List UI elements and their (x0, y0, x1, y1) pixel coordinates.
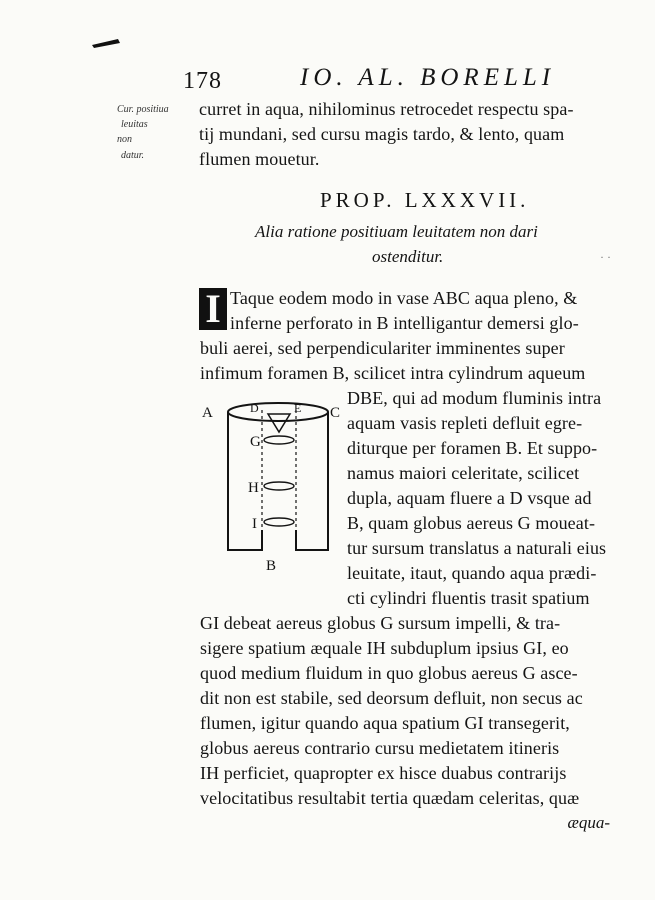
text-line: namus maiori celeritate, scilicet (347, 463, 580, 483)
text-line: dit non est stabile, sed deorsum defluit, non secus ac (200, 688, 583, 708)
margin-speck: · · (600, 250, 611, 264)
text-line: flumen mouetur. (199, 149, 320, 169)
catchword: æqua- (567, 813, 610, 832)
label-i: I (252, 516, 257, 532)
text-line: sigere spatium æquale IH subduplum ipsius GI, eo (200, 638, 569, 658)
text-line: tur sursum translatus a naturali eius (347, 538, 607, 558)
text-line: B, quam globus aereus G moueat- (347, 513, 596, 533)
proposition-subtitle: Alia ratione positiuam leuitatem non dari (255, 222, 538, 241)
margin-note-line: leuitas (121, 119, 148, 130)
label-b: B (266, 558, 277, 574)
label-a: A (202, 405, 213, 421)
running-head: IO. AL. BORELLI (300, 64, 556, 91)
air-globules (264, 436, 294, 526)
margin-note-line: Cur. positiua (117, 104, 169, 115)
proposition-subtitle-continued: ostenditur. (372, 247, 444, 266)
margin-note-line: non (117, 134, 132, 145)
text-line: globus aereus contrario cursu medietatem itineris (200, 738, 560, 758)
text-line: quod medium fluidum in quo globus aereus G asce- (200, 663, 578, 683)
label-c: C (330, 405, 341, 421)
text-line: GI debeat aereus globus G sursum impelli, & tra- (200, 613, 561, 633)
label-g: G (250, 434, 261, 450)
page-number: 178 (183, 68, 222, 94)
text-line: leuitate, itaut, quando aqua prædi- (347, 563, 597, 583)
printer-mark-icon (92, 38, 120, 48)
margin-note-line: datur. (121, 150, 145, 161)
globule-g (264, 436, 294, 444)
funnel-icon (268, 414, 290, 432)
text-line: dupla, aquam fluere a D vsque ad (347, 488, 592, 508)
text-line: velocitatibus resultabit tertia quædam celeritas, quæ (200, 788, 580, 808)
proposition-heading: PROP. LXXXVII. (320, 188, 530, 212)
globule-h (264, 482, 294, 490)
drop-capital: I (199, 288, 227, 330)
text-line: tij mundani, sed cursu magis tardo, & lento, quam (199, 124, 565, 144)
globule-i (264, 518, 294, 526)
text-line: diturque per foramen B. Et suppo- (347, 438, 598, 458)
label-e: E (294, 401, 302, 415)
text-line: IH perficiet, quapropter ex hisce duabus contrarijs (200, 763, 567, 783)
text-line: aquam vasis repleti defluit egre- (347, 413, 583, 433)
text-line: flumen, igitur quando aqua spatium GI transegerit, (200, 713, 570, 733)
text-line: DBE, qui ad modum fluminis intra (347, 388, 602, 408)
text-line: inferne perforato in B intelligantur demersi glo- (230, 313, 579, 333)
text-line: Taque eodem modo in vase ABC aqua pleno, & (230, 288, 578, 308)
text-line: infimum foramen B, scilicet intra cylindrum aqueum (200, 363, 586, 383)
text-line: cti cylindri fluentis trasit spatium (347, 588, 590, 608)
label-d: D (250, 401, 259, 415)
vessel-diagram (200, 390, 350, 575)
text-line: curret in aqua, nihilominus retrocedet respectu spa- (199, 99, 574, 119)
label-h: H (248, 480, 259, 496)
vessel-outline (228, 403, 328, 550)
text-line: buli aerei, sed perpendiculariter imminentes super (200, 338, 565, 358)
